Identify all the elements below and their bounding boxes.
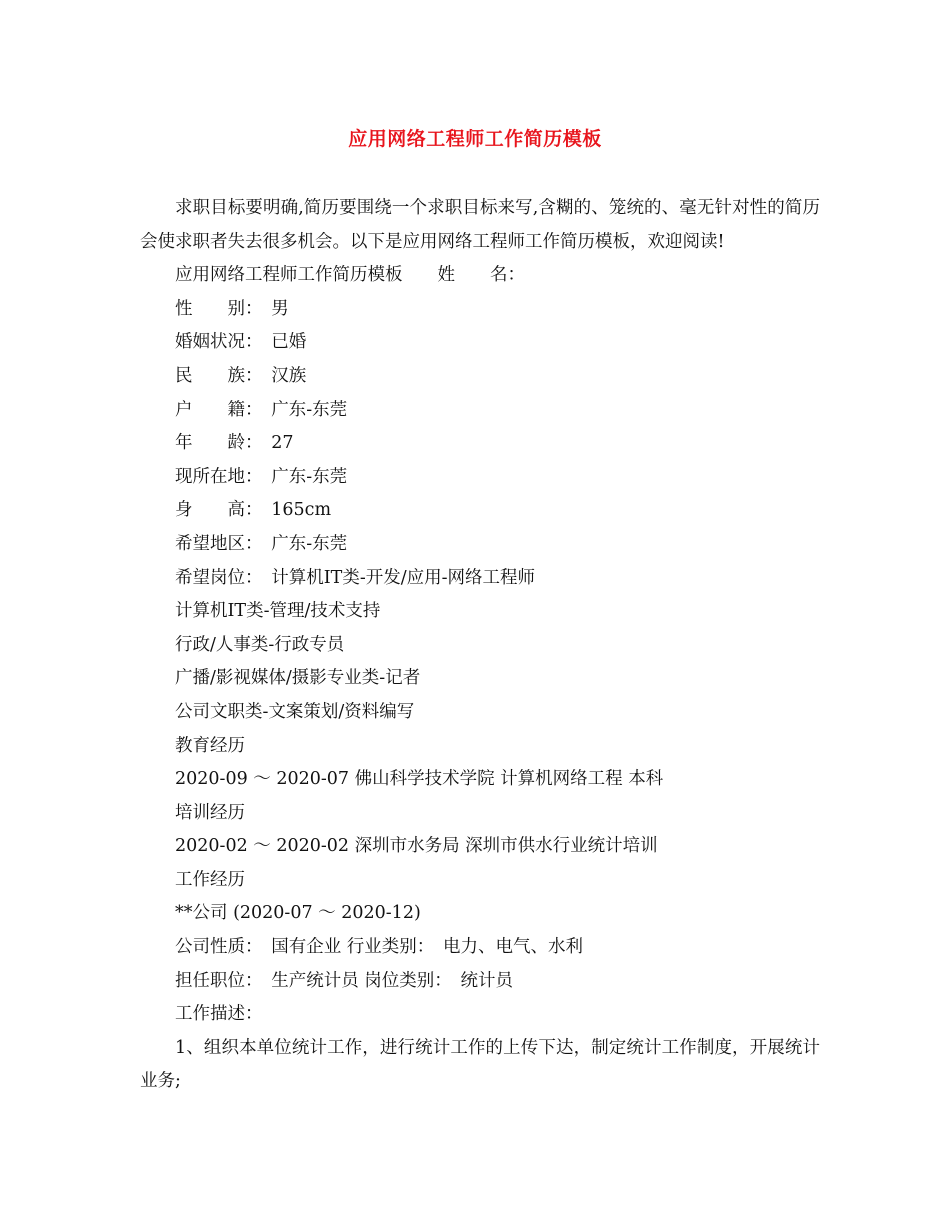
resume-line: 行政/人事类-行政专员 [175, 634, 345, 655]
resume-line: 户 籍： 广东-东莞 [175, 399, 348, 420]
resume-line: 工作经历 [175, 869, 245, 890]
document-body [140, 192, 820, 1099]
resume-line: 应用网络工程师工作简历模板 姓 名： [175, 265, 525, 286]
resume-line: 工作描述： [175, 1004, 263, 1025]
document-title: 应用网络工程师工作简历模板 [348, 128, 602, 150]
resume-line: 2020-02 ～ 2020-02 深圳市水务局 深圳市供水行业统计培训 [175, 836, 658, 857]
job-description-paragraph: 1、组织本单位统计工作，进行统计工作的上传下达，制定统计工作制度，开展统计业务; [140, 1037, 820, 1092]
resume-line: 民 族： 汉族 [175, 365, 307, 386]
resume-line: 培训经历 [175, 802, 245, 823]
intro-paragraph: 求职目标要明确,简历要围绕一个求职目标来写,含糊的、笼统的、毫无针对性的简历会使求职者失去很多机会。以下是应用网络工程师工作简历模板，欢迎阅读! [140, 198, 820, 252]
resume-line: 公司性质： 国有企业 行业类别： 电力、电气、水利 [175, 937, 584, 958]
resume-line: 性 别： 男 [175, 298, 289, 319]
resume-line: **公司 (2020-07 ～ 2020-12) [175, 903, 421, 924]
resume-line: 希望岗位： 计算机IT类-开发/应用-网络工程师 [175, 567, 536, 588]
resume-line: 担任职位： 生产统计员 岗位类别： 统计员 [175, 970, 514, 991]
resume-line: 教育经历 [175, 735, 245, 756]
resume-line: 年 龄： 27 [175, 433, 294, 454]
resume-lines [140, 259, 820, 1032]
resume-line: 婚姻状况： 已婚 [175, 332, 307, 353]
resume-line: 2020-09 ～ 2020-07 佛山科学技术学院 计算机网络工程 本科 [175, 769, 664, 790]
resume-line: 身 高： 165cm [175, 500, 332, 521]
resume-line: 公司文职类-文案策划/资料编写 [175, 701, 415, 722]
resume-line: 广播/影视媒体/摄影专业类-记者 [175, 668, 421, 689]
resume-line: 计算机IT类-管理/技术支持 [175, 601, 381, 622]
resume-line: 希望地区： 广东-东莞 [175, 533, 348, 554]
resume-line: 现所在地： 广东-东莞 [175, 466, 348, 487]
